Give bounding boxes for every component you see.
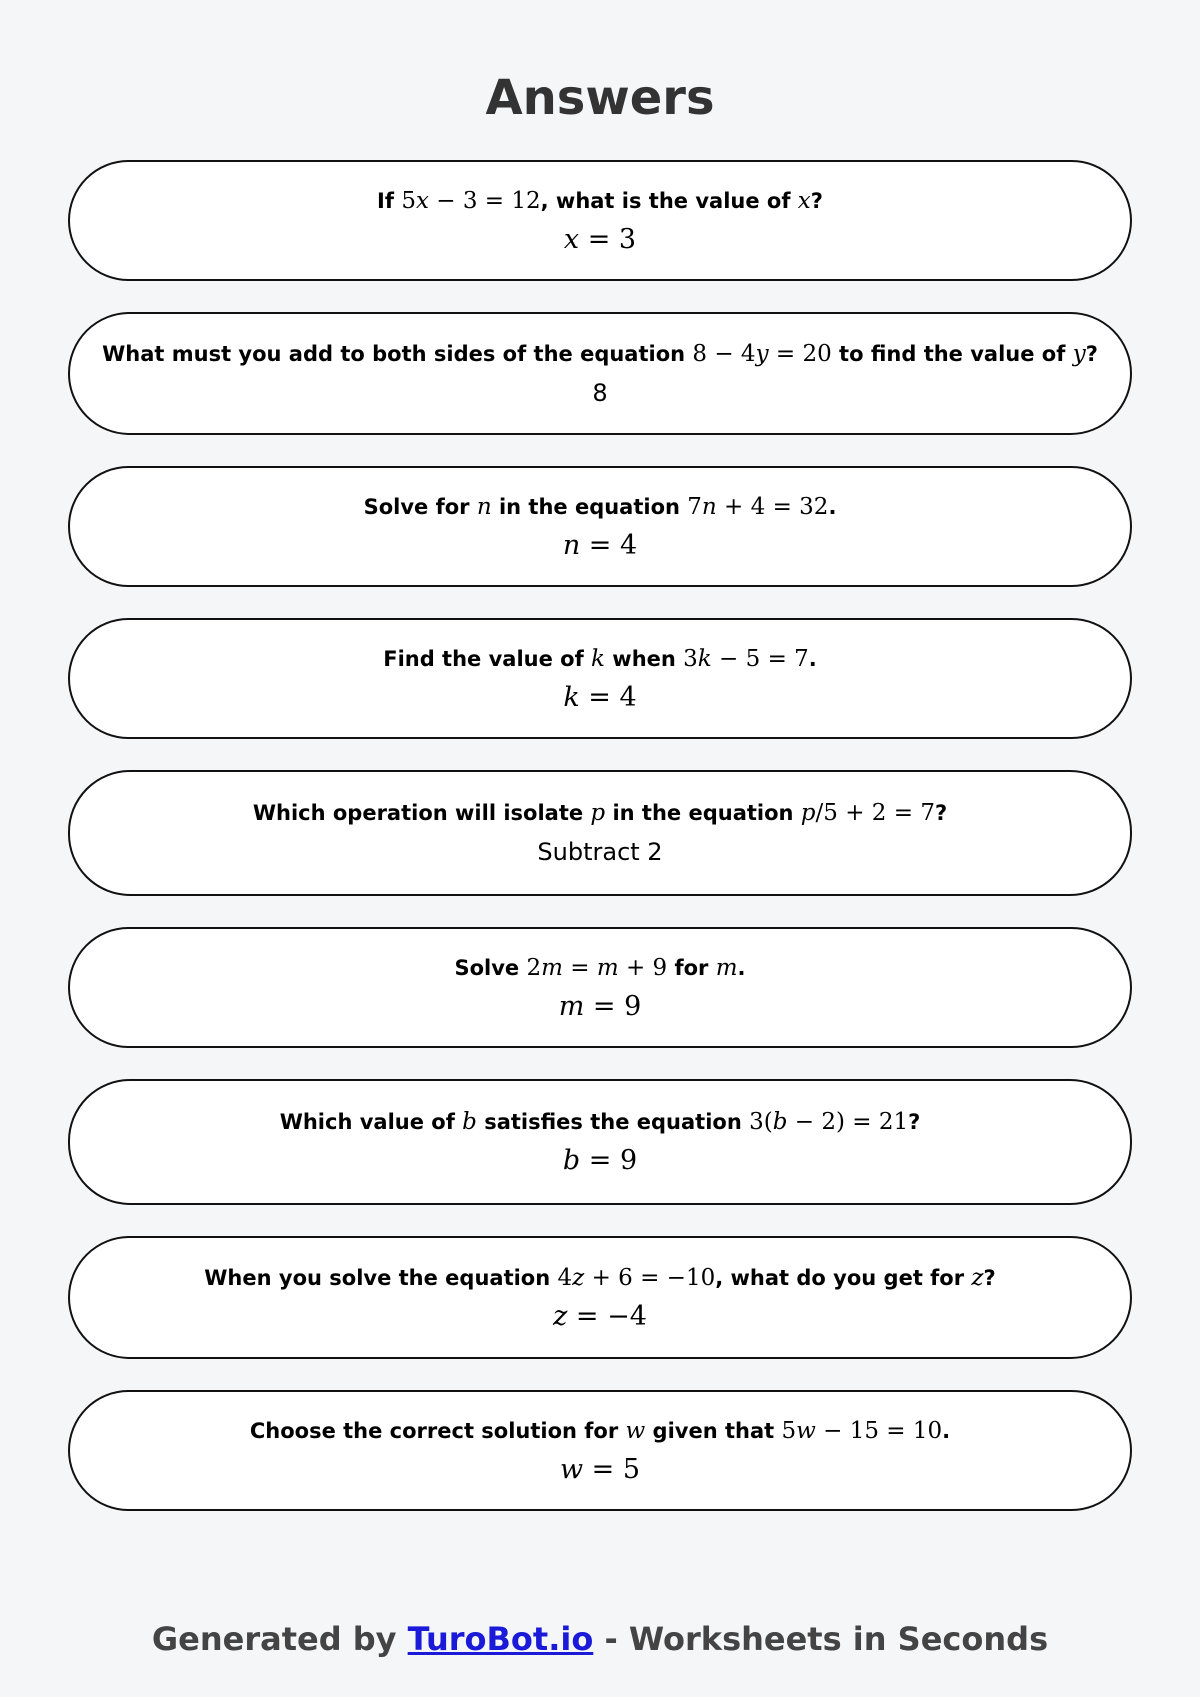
answer-text: 8 [592, 378, 608, 407]
question-fragment: What must you add to both sides of the equation [102, 341, 693, 366]
question-fragment: If [377, 188, 402, 213]
question-fragment: Choose the correct solution for [249, 1418, 626, 1443]
question-fragment: . [828, 494, 837, 519]
question-fragment: given that [645, 1418, 782, 1443]
question-fragment: to find the value of [831, 341, 1073, 366]
question-text [377, 187, 823, 215]
question-text [253, 799, 947, 827]
question-text [364, 493, 837, 521]
answer-card [68, 160, 1132, 281]
math-expression: z [971, 1264, 984, 1291]
question-fragment: ? [983, 1265, 996, 1290]
math-expression: x [797, 187, 811, 214]
question-fragment: satisfies the equation [476, 1110, 750, 1134]
answer-card [68, 618, 1132, 739]
question-text [102, 340, 1098, 368]
question-fragment: Find the value of [383, 646, 592, 671]
question-fragment: for [667, 955, 716, 980]
question-fragment: . [808, 646, 817, 671]
question-text [280, 1108, 921, 1136]
question-fragment: in the equation [491, 494, 688, 519]
question-fragment: ? [934, 801, 948, 825]
answer-text: b = 9 [562, 1145, 638, 1176]
answer-card [68, 1390, 1132, 1511]
math-expression: m [715, 954, 738, 981]
math-expression: 8 − 4y = 20 [692, 340, 832, 367]
turobot-link[interactable]: TuroBot.io [407, 1620, 594, 1658]
math-expression: k [591, 645, 605, 672]
math-expression: y [1072, 340, 1086, 367]
answer-text: Subtract 2 [537, 838, 663, 866]
math-expression: n [476, 493, 492, 520]
answer-card [68, 770, 1132, 896]
question-fragment: , what is the value of [540, 188, 798, 213]
question-fragment: , what do you get for [715, 1265, 972, 1290]
question-fragment: ? [1085, 341, 1098, 366]
question-fragment: ? [908, 1110, 921, 1134]
question-fragment: Solve for [363, 494, 477, 519]
answer-card [68, 1079, 1132, 1205]
answer-text: x = 3 [563, 223, 637, 255]
answer-card [68, 927, 1132, 1048]
footer-prefix: Generated by [151, 1620, 408, 1658]
footer [0, 1617, 1200, 1661]
question-text [383, 645, 817, 673]
math-expression: b [462, 1109, 477, 1135]
answer-card [68, 312, 1132, 435]
math-expression: 3(b − 2) = 21 [749, 1109, 909, 1135]
question-fragment: in the equation [605, 801, 801, 825]
question-fragment: When you solve the equation [204, 1265, 558, 1290]
math-expression: p [590, 800, 606, 826]
answer-text: k = 4 [563, 681, 637, 713]
question-fragment: Which operation will isolate [252, 801, 591, 825]
math-expression: w [625, 1417, 646, 1444]
answer-card [68, 466, 1132, 587]
answer-text: n = 4 [562, 529, 638, 561]
question-fragment: Which value of [279, 1110, 463, 1134]
math-expression: 4z + 6 = −10 [557, 1264, 716, 1291]
question-fragment: Solve [454, 955, 527, 980]
answer-text: w = 5 [559, 1453, 641, 1485]
math-expression: p/5 + 2 = 7 [800, 800, 935, 826]
math-expression: 7n + 4 = 32 [687, 493, 829, 520]
math-expression: 2m = m + 9 [526, 954, 668, 981]
math-expression: 5x − 3 = 12 [401, 187, 541, 214]
footer-suffix: - Worksheets in Seconds [593, 1620, 1049, 1658]
answer-text: m = 9 [558, 990, 642, 1022]
math-expression: 5w − 15 = 10 [781, 1417, 943, 1444]
question-fragment: ? [810, 188, 823, 213]
page-title: Answers [485, 70, 715, 126]
question-fragment: . [942, 1418, 951, 1443]
question-fragment: . [737, 955, 746, 980]
question-text [250, 1417, 950, 1445]
math-expression: 3k − 5 = 7 [683, 645, 809, 672]
answer-card [68, 1236, 1132, 1359]
question-text [454, 954, 745, 982]
question-text [204, 1264, 995, 1292]
answer-text: z = −4 [553, 1300, 647, 1332]
question-fragment: when [604, 646, 684, 671]
